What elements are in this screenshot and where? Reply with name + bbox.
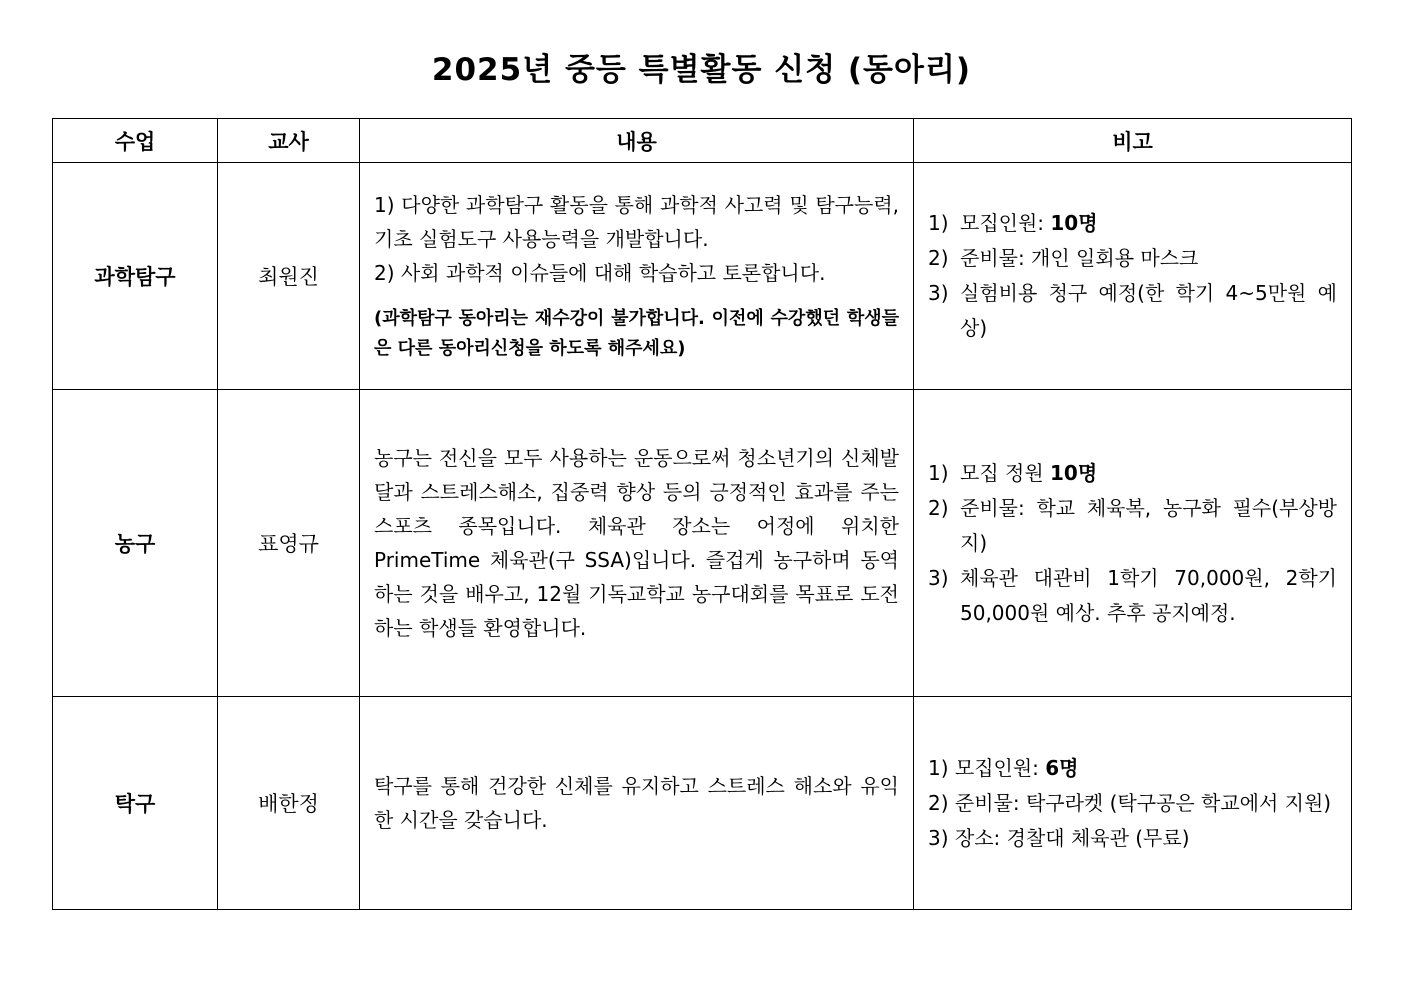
note-item — [928, 491, 1337, 561]
warning-text: (과학탐구 동아리는 재수강이 불가합니다. 이전에 수강했던 학생들은 다른 동아리신청을 하도록 해주세요) — [374, 308, 899, 359]
note-item — [928, 206, 1337, 241]
header-note: 비고 — [914, 119, 1352, 163]
note-item — [928, 241, 1337, 276]
table-row — [53, 163, 1352, 390]
note-number: 3) — [928, 281, 949, 305]
note-number: 2) — [928, 246, 949, 270]
header-subject: 수업 — [53, 119, 218, 163]
subject-cell: 과학탐구 — [53, 163, 218, 390]
page-title: 2025년 중등 특별활동 신청 (동아리) — [431, 52, 972, 88]
table-row — [53, 697, 1352, 910]
header-content: 내용 — [360, 119, 914, 163]
note-number: 1) — [928, 460, 949, 485]
content-cell: 농구는 전신을 모두 사용하는 운동으로써 청소년기의 신체발달과 스트레스해소, 집중력 향상 등의 긍정적인 효과를 주는 스포츠 종목입니다. 체육관 장소는 어정에 위치한 PrimeTime 체육관(구 SSA)입니다. 즐겁게 농구하며 동역하는 것을 배우고, 12월 기독교학교 농구대회를 목표로 도전하는 학생들 환영합니다. — [360, 390, 914, 697]
table-row — [53, 390, 1352, 697]
note-item — [928, 561, 1337, 631]
note-cell — [914, 390, 1352, 697]
subject-cell: 탁구 — [53, 697, 218, 910]
note-emphasis: 10명 — [1050, 211, 1098, 235]
note-label: 체육관 대관비 1학기 70,000원, 2학기 50,000원 예상. 추후 공지예정. — [960, 565, 1337, 625]
note-item — [928, 751, 1337, 786]
activity-table — [52, 118, 1352, 910]
teacher-cell: 배한정 — [218, 697, 360, 910]
note-cell — [914, 697, 1352, 910]
table-header-row — [53, 119, 1352, 163]
note-emphasis: 6명 — [1045, 755, 1079, 780]
header-teacher: 교사 — [218, 119, 360, 163]
note-label: 모집인원: — [960, 211, 1051, 235]
note-item — [928, 456, 1337, 491]
content-line: 1) 다양한 과학탐구 활동을 통해 과학적 사고력 및 탐구능력, 기초 실험도구 사용능력을 개발합니다. — [374, 193, 899, 251]
note-number: 1) — [928, 211, 949, 235]
note-label: 준비물: 개인 일회용 마스크 — [960, 246, 1199, 270]
note-item — [928, 276, 1337, 346]
note-emphasis: 10명 — [1050, 460, 1098, 485]
note-label: 준비물: 학교 체육복, 농구화 필수(부상방지) — [960, 495, 1337, 555]
note-label: 실험비용 청구 예정(한 학기 4~5만원 예상) — [960, 281, 1337, 340]
content-line: 2) 사회 과학적 이슈들에 대해 학습하고 토론합니다. — [374, 261, 826, 285]
teacher-cell: 표영규 — [218, 390, 360, 697]
note-item: 2) 준비물: 탁구라켓 (탁구공은 학교에서 지원) — [928, 790, 1332, 815]
teacher-cell: 최원진 — [218, 163, 360, 390]
note-number: 2) — [928, 495, 949, 520]
subject-cell: 농구 — [53, 390, 218, 697]
note-cell — [914, 163, 1352, 390]
note-label: 모집 정원 — [960, 460, 1050, 485]
content-cell: 탁구를 통해 건강한 신체를 유지하고 스트레스 해소와 유익한 시간을 갖습니다. — [360, 697, 914, 910]
note-number: 3) — [928, 565, 949, 590]
note-item: 3) 장소: 경찰대 체육관 (무료) — [928, 825, 1190, 850]
note-label: 1) 모집인원: — [928, 755, 1046, 780]
content-cell — [360, 163, 914, 390]
